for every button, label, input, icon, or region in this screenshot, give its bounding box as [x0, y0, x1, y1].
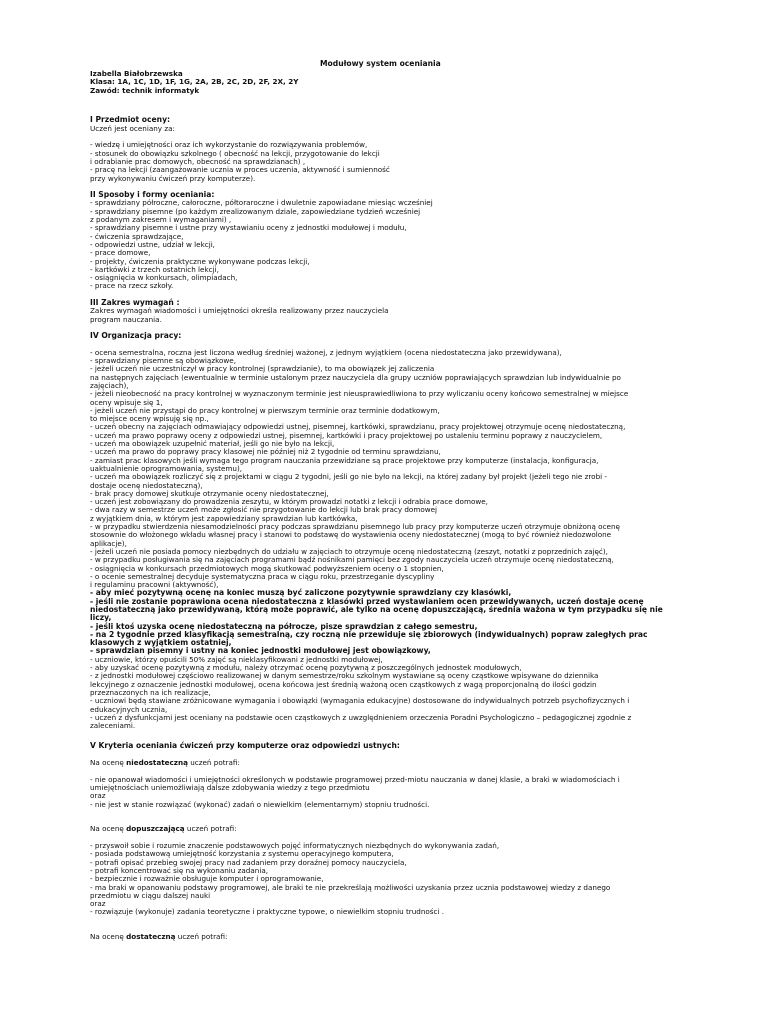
paragraph-line: Zakres wymagań wiadomości i umiejętności określa realizowany przez nauczyciela — [90, 306, 389, 316]
section-2-heading: II Sposoby i formy oceniania: — [90, 190, 215, 200]
list-item: - aby uzyskać ocenę pozytywną z modułu, należy otrzymać ocenę pozytywną z poszczególnych jednostek modułowych, — [90, 663, 522, 673]
list-item: oraz — [90, 899, 106, 909]
profession: Zawód: technik informatyk — [90, 85, 200, 95]
list-item: - przyswoił sobie i rozumie znaczenie podstawowych pojęć informatycznych niezbędnych do wykonywania zadań, — [90, 841, 500, 851]
grade-heading-dostateczna — [90, 933, 730, 941]
list-item: - uczeń ma obowiązek uzupełnić materiał, jeśli go nie było na lekcji, — [90, 439, 335, 449]
list-item: - pracę na lekcji (zaangażowanie ucznia w proces uczenia, aktywność i sumienność — [90, 165, 390, 175]
list-item: oceny wpisuje się 1, — [90, 397, 163, 407]
list-item: - sprawdziany półroczne, całoroczne, półtoraroczne i dwuletnie zapowiadane miesiąc wcześniej — [90, 198, 433, 208]
list-item: - potrafi opisać przebieg swojej pracy nad zadaniem przy doraźnej pomocy nauczyciela, — [90, 857, 407, 867]
list-item: z podanym zakresem i wymaganiami) , — [90, 215, 232, 225]
grade-heading-dopuszczajaca — [90, 825, 730, 833]
list-item: - stosunek do obowiązku szkolnego ( obecność na lekcji, przygotowanie do lekcji — [90, 148, 380, 158]
list-item: - z jednostki modułowej częściowo realizowanej w danym semestrze/roku szkolnym wystawiane są oceny cząstkowe wpisywane do dziennika — [90, 671, 599, 681]
list-item: - ocena semestralna, roczna jest liczona według średniej ważonej, z jednym wyjątkiem (ocena niedostateczna jako przewidywana), — [90, 347, 562, 357]
list-item: uaktualnienie oprogramowania, systemu), — [90, 463, 243, 473]
list-item: - nie jest w stanie rozwiązać (wykonać) zadań o niewielkim (elementarnym) stopniu trudności. — [90, 799, 430, 809]
list-item: przedmiotu w ciągu dalszej nauki — [90, 890, 211, 900]
list-item: zaleceniami. — [90, 721, 136, 731]
list-item: - sprawdziany pisemne (po każdym zrealizowanym dziale, zapowiedziane tydzień wcześniej — [90, 206, 421, 216]
list-item: - dwa razy w semestrze uczeń może zgłosić nie przygotowanie do lekcji lub brak pracy domowej — [90, 505, 438, 515]
list-item: to miejsce oceny wpisuję się np., — [90, 414, 209, 424]
list-item-bold: - sprawdzian pisemny i ustny na koniec jednostki modułowej jest obowiązkowy, — [90, 646, 431, 656]
grade-suffix: uczeń potrafi: — [184, 824, 237, 834]
list-item: - jeżeli nieobecność na pracy kontrolnej w wyznaczonym terminie jest nieusprawiedliwiona to przy wyliczaniu oceny końcowo semestralnej w miejsce — [90, 389, 629, 399]
list-item: - jeżeli uczeń nie posiada pomocy niezbędnych do udziału w zajęciach to otrzymuje ocenę niedostateczną (zeszyt, notatki z poprzednich zajęć), — [90, 546, 608, 556]
list-item: - projekty, ćwiczenia praktyczne wykonywane podczas lekcji, — [90, 256, 310, 266]
list-item: - wiedzę i umiejętności oraz ich wykorzystanie do rozwiązywania problemów, — [90, 140, 368, 150]
list-item: - posiada podstawową umiejętność korzystania z systemu operacyjnego komputera, — [90, 849, 394, 859]
document-title: Modułowy system oceniania — [320, 59, 441, 68]
list-item: - osiągnięcia w konkursach przedmiotowych mogą skutkować podwyższeniem oceny o 1 stopnien, — [90, 563, 444, 573]
list-item: dostaje ocenę niedostateczną), — [90, 480, 203, 490]
list-item: - prace domowe, — [90, 248, 151, 258]
list-item: - brak pracy domowej skutkuje otrzymanie oceny niedostatecznej, — [90, 488, 329, 498]
list-item: oraz — [90, 791, 106, 801]
list-item: z wyjątkiem dnia, w którym jest zapowiedziany sprawdzian lub kartkówka, — [90, 513, 358, 523]
list-item: - uczniowie, którzy opuścili 50% zajęć są nieklasyfikowani z jednostki modułowej, — [90, 654, 383, 664]
list-item: - uczniowi będą stawiane zróżnicowane wymagania i obowiązki (wymagania edukacyjne) dostosowane do indywidualnych potrzeb psychofizycznych i — [90, 696, 630, 706]
grade-suffix: uczeń potrafi: — [187, 758, 240, 768]
section-1-heading: I Przedmiot oceny: — [90, 115, 171, 125]
grade-name: dostateczną — [126, 932, 176, 942]
grade-name: niedostateczną — [126, 758, 188, 768]
list-item: - rozwiązuje (wykonuje) zadania teoretyczne i praktyczne typowe, o niewielkim stopniu trudności . — [90, 907, 445, 917]
list-item: - uczeń ma prawo poprawy oceny z odpowiedzi ustnej, pisemnej, kartkówki i pracy projektowej po ustaleniu terminu poprawy z nauczycielem, — [90, 430, 603, 440]
author-name: Izabella Białobrzewska — [90, 69, 183, 78]
list-item: - osiągnięcia w konkursach, olimpiadach, — [90, 273, 238, 283]
grade-1-list — [90, 776, 730, 809]
list-item: przy wykonywaniu ćwiczeń przy komputerze). — [90, 173, 256, 183]
list-item: - sprawdziany pisemne są obowiązkowe, — [90, 356, 236, 366]
grade-heading-niedostateczna — [90, 759, 730, 767]
list-item: - sprawdziany pisemne i ustne przy wystawianiu oceny z jednostki modułowej i modułu, — [90, 223, 407, 233]
list-item: - uczeń ma prawo do poprawy pracy klasowej nie później niż 2 tygodnie od terminu sprawdzianu, — [90, 447, 441, 457]
list-item: stosownie do włożonego wkładu własnej pracy i stanowi to podstawę do wystawienia oceny niedostatecznej (mogą to być również niedozwolone — [90, 530, 612, 540]
section-4-list — [90, 349, 730, 731]
list-item: edukacyjnych ucznia, — [90, 704, 168, 714]
list-item: - jeżeli uczeń nie uczestniczył w pracy kontrolnej (sprawdzianie), to ma obowiązek jej zaliczenia — [90, 364, 435, 374]
list-item: - uczeń jest zobowiązany do prowadzenia zeszytu, w którym prowadzi notatki z lekcji i odrabia prace domowe, — [90, 497, 488, 507]
list-item: lekcyjnego z oznaczenie jednostki modułowej, ocena końcowa jest średnią ważoną ocen cząstkowych z wagą proporcjonalną do ilości godzin — [90, 679, 597, 689]
paragraph-line: program nauczania. — [90, 314, 162, 324]
list-item: - zamiast prac klasowych jeśli wymaga tego program nauczania przewidziane są prace projektowe przy komputerze (instalacja, konfiguracja, — [90, 455, 599, 465]
list-item: umiejętnościach uniemożliwiają dalsze zdobywania wiedzy z tego przedmiotu — [90, 782, 370, 792]
list-item: - kartkówki z trzech ostatnich lekcji, — [90, 264, 219, 274]
list-item: - uczeń ma obowiązek rozliczyć się z projektami w ciągu 2 tygodni, jeśli go nie było na lekcji, na której zadany był projekt (jeżeli tego nie zrobi - — [90, 472, 608, 482]
grade-prefix: Na ocenę — [90, 758, 127, 768]
list-item-bold: - jeśli nie zostanie poprawiona ocena niedostateczna z klasówki przed wystawianiem ocen przewidywanych, uczeń dostaje ocenę — [90, 596, 644, 606]
section-4-heading: IV Organizacja pracy: — [90, 331, 182, 341]
list-item: - jeżeli uczeń nie przystąpi do pracy kontrolnej w pierwszym terminie oraz terminie dodatkowym, — [90, 405, 440, 415]
list-item: - o ocenie semestralnej decyduje systematyczna praca w ciągu roku, przestrzeganie dyscypliny — [90, 571, 435, 581]
list-item-bold: - na 2 tygodnie przed klasyfikacją semestralną, czy roczną nie przewiduje się zbiorowych (indywidualnych) popraw zaległych prac — [90, 629, 648, 639]
list-item: - uczeń obecny na zajęciach odmawiający odpowiedzi ustnej, pisemnej, kartkówki, sprawdzianu, pracy projektowej otrzymuje ocenę niedostateczną, — [90, 422, 626, 432]
list-item: przeznaczonych na ich realizacje, — [90, 687, 211, 697]
list-item: - prace na rzecz szkoły. — [90, 281, 174, 291]
section-1-intro: Uczeń jest oceniany za: — [90, 123, 175, 133]
grade-name: dopuszczającą — [126, 824, 185, 834]
list-item: - w przypadku posługiwania się na zajęciach programami bądź nośnikami pamięci bez zgody nauczyciela uczeń otrzymuje ocenę niedostateczną, — [90, 555, 614, 565]
list-item: - potrafi koncentrować się na wykonaniu zadania, — [90, 865, 269, 875]
list-item: - w przypadku stwierdzenia niesamodzielności pracy podczas sprawdzianu pisemnego lub pracy przy komputerze uczeń otrzymuje obniżoną ocenę — [90, 522, 620, 532]
section-2-list — [90, 199, 730, 290]
grade-prefix: Na ocenę — [90, 932, 127, 942]
list-item: - ćwiczenia sprawdzające, — [90, 231, 184, 241]
list-item-bold: liczy, — [90, 613, 112, 623]
list-item: i regulaminu pracowni (aktywność), — [90, 580, 219, 590]
list-item: - ma braki w opanowaniu podstawy programowej, ale braki te nie przekreślają możliwości uzyskania przez ucznia podstawowej wiedzy z danego — [90, 882, 611, 892]
grade-2-list — [90, 842, 730, 917]
list-item: - nie opanował wiadomości i umiejętności określonych w podstawie programowej przed-miotu nauczania w danej klasie, a braki w wiadomościach i — [90, 774, 620, 784]
section-5-heading: V Kryteria oceniania ćwiczeń przy komputerze oraz odpowiedzi ustnych: — [90, 741, 400, 751]
list-item: - uczeń z dysfunkcjami jest oceniany na podstawie ocen cząstkowych z uwzględnieniem orzeczenia Poradni Psychologiczno – pedagogicznej zgodnie z — [90, 712, 632, 722]
list-item: na następnych zajęciach (ewentualnie w terminie ustalonym przez nauczyciela dla grupy uczniów poprawiających sprawdzian lub indywidualnie po — [90, 372, 621, 382]
list-item-bold: niedostateczną jako przewidywaną, którą może poprawić, ale tylko na ocenę dopuszczającą, średnia ważona w tym przypadku się nie — [90, 605, 663, 614]
list-item: - odpowiedzi ustne, udział w lekcji, — [90, 239, 215, 249]
list-item: aplikacje), — [90, 538, 127, 548]
grade-suffix: uczeń potrafi: — [175, 932, 228, 942]
list-item: - bezpiecznie i rozważnie obsługuje komputer i oprogramowanie, — [90, 874, 324, 884]
class-list: Klasa: 1A, 1C, 1D, 1F, 1G, 2A, 2B, 2C, 2D, 2F, 2X, 2Y — [90, 77, 299, 87]
section-3-heading: III Zakres wymagań : — [90, 298, 180, 308]
section-1-list — [90, 141, 730, 182]
grade-prefix: Na ocenę — [90, 824, 127, 834]
list-item: i odrabianie prac domowych, obecność na sprawdzianach) , — [90, 156, 306, 166]
document-body — [90, 70, 730, 942]
list-item-bold: klasowych z wyjątkiem ostatniej, — [90, 638, 232, 648]
list-item: zajęciach), — [90, 380, 129, 390]
list-item-bold: - jeśli ktoś uzyska ocenę niedostateczną na półrocze, pisze sprawdzian z całego semestru, — [90, 621, 478, 631]
list-item-bold: - aby mieć pozytywną ocenę na koniec muszą być zaliczone pozytywnie sprawdziany czy klasówki, — [90, 588, 512, 598]
